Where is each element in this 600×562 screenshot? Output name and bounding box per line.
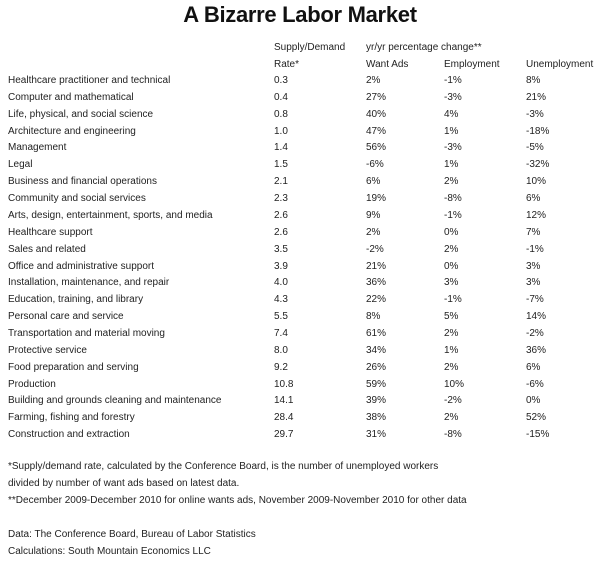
want-ads-cell: 56% xyxy=(366,142,387,154)
header-want-ads: Want Ads xyxy=(366,59,409,70)
footnote-1-line2: divided by number of want ads based on latest data. xyxy=(8,478,240,489)
employment-cell: 3% xyxy=(444,277,459,289)
rate-cell: 2.6 xyxy=(274,226,288,238)
table-row xyxy=(0,142,600,158)
want-ads-cell: 2% xyxy=(366,75,381,86)
employment-cell: 2% xyxy=(444,412,459,424)
employment-cell: -8% xyxy=(444,193,462,204)
employment-cell: 10% xyxy=(444,378,465,390)
table-row xyxy=(0,379,600,395)
employment-cell: -3% xyxy=(444,91,462,103)
unemployment-cell: -18% xyxy=(526,125,550,137)
unemployment-cell: 8% xyxy=(526,75,541,86)
want-ads-cell: 19% xyxy=(366,193,387,204)
header-change-group: yr/yr percentage change** xyxy=(366,42,482,53)
employment-cell: -2% xyxy=(444,395,462,407)
occupation-cell: Arts, design, entertainment, sports, and media xyxy=(8,209,213,221)
unemployment-cell: 0% xyxy=(526,395,541,407)
table-row xyxy=(0,126,600,142)
occupation-cell: Personal care and service xyxy=(8,311,124,322)
footnote-1-line1: *Supply/demand rate, calculated by the Conference Board, is the number of unemployed workers xyxy=(8,461,439,472)
occupation-cell: Sales and related xyxy=(8,243,86,255)
employment-cell: 5% xyxy=(444,311,459,322)
unemployment-cell: -5% xyxy=(526,142,544,154)
employment-cell: 0% xyxy=(444,226,459,238)
occupation-cell: Installation, maintenance, and repair xyxy=(8,277,170,289)
occupation-cell: Food preparation and serving xyxy=(8,361,139,373)
unemployment-cell: 7% xyxy=(526,226,541,238)
rate-cell: 1.0 xyxy=(274,125,288,137)
want-ads-cell: 22% xyxy=(366,294,387,306)
occupation-cell: Architecture and engineering xyxy=(8,125,136,137)
rate-cell: 2.1 xyxy=(274,176,288,188)
table-row xyxy=(0,345,600,361)
unemployment-cell: 6% xyxy=(526,193,541,204)
table-row xyxy=(0,277,600,293)
header-rate-line1: Supply/Demand xyxy=(274,42,346,53)
employment-cell: -1% xyxy=(444,209,462,221)
want-ads-cell: 61% xyxy=(366,327,387,339)
occupation-cell: Farming, fishing and forestry xyxy=(8,412,135,424)
unemployment-cell: -3% xyxy=(526,108,544,120)
unemployment-cell: -7% xyxy=(526,294,544,306)
table-row xyxy=(0,362,600,378)
want-ads-cell: 40% xyxy=(366,108,387,120)
occupation-cell: Community and social services xyxy=(8,193,146,204)
rate-cell: 8.0 xyxy=(274,344,288,356)
header-unemployment: Unemployment xyxy=(526,59,594,70)
header-rate-line2: Rate* xyxy=(274,59,300,70)
employment-cell: 2% xyxy=(444,243,459,255)
rate-cell: 1.4 xyxy=(274,142,288,154)
table-row xyxy=(0,395,600,411)
rate-cell: 3.5 xyxy=(274,243,288,255)
occupation-cell: Protective service xyxy=(8,344,87,356)
rate-cell: 29.7 xyxy=(274,429,294,441)
unemployment-cell: -2% xyxy=(526,327,544,339)
table-row xyxy=(0,412,600,428)
unemployment-cell: -15% xyxy=(526,429,550,441)
unemployment-cell: 14% xyxy=(526,311,547,322)
source-data: Data: The Conference Board, Bureau of Labor Statistics xyxy=(8,529,256,540)
employment-cell: -1% xyxy=(444,75,462,86)
employment-cell: 2% xyxy=(444,327,459,339)
rate-cell: 14.1 xyxy=(274,395,294,407)
table-row xyxy=(0,261,600,277)
table-row xyxy=(0,294,600,310)
unemployment-cell: -1% xyxy=(526,243,544,255)
employment-cell: 1% xyxy=(444,159,459,171)
want-ads-cell: 27% xyxy=(366,91,387,103)
want-ads-cell: 36% xyxy=(366,277,387,289)
rate-cell: 0.8 xyxy=(274,108,288,120)
want-ads-cell: 9% xyxy=(366,209,381,221)
table-row xyxy=(0,244,600,260)
rate-cell: 9.2 xyxy=(274,361,288,373)
employment-cell: 2% xyxy=(444,176,459,188)
want-ads-cell: 26% xyxy=(366,361,387,373)
unemployment-cell: 21% xyxy=(526,91,547,103)
occupation-cell: Construction and extraction xyxy=(8,429,130,441)
want-ads-cell: 2% xyxy=(366,226,381,238)
rate-cell: 3.9 xyxy=(274,260,288,272)
header-employment: Employment xyxy=(444,59,500,70)
page-title: A Bizarre Labor Market xyxy=(183,2,417,27)
source-calculations: Calculations: South Mountain Economics LLC xyxy=(8,546,211,557)
rate-cell: 2.6 xyxy=(274,209,288,221)
rate-cell: 10.8 xyxy=(274,378,294,390)
want-ads-cell: 38% xyxy=(366,412,387,424)
employment-cell: 1% xyxy=(444,125,459,137)
occupation-cell: Office and administrative support xyxy=(8,260,155,272)
employment-cell: -1% xyxy=(444,294,462,306)
want-ads-cell: 8% xyxy=(366,311,381,322)
want-ads-cell: 59% xyxy=(366,378,387,390)
unemployment-cell: 6% xyxy=(526,361,541,373)
occupation-cell: Legal xyxy=(8,159,33,171)
want-ads-cell: 34% xyxy=(366,344,387,356)
occupation-cell: Building and grounds cleaning and maintenance xyxy=(8,395,222,407)
want-ads-cell: 47% xyxy=(366,125,387,137)
occupation-cell: Life, physical, and social science xyxy=(8,108,154,120)
unemployment-cell: 3% xyxy=(526,260,541,272)
table-row xyxy=(0,311,600,327)
occupation-cell: Transportation and material moving xyxy=(8,327,165,339)
want-ads-cell: -2% xyxy=(366,243,384,255)
unemployment-cell: 10% xyxy=(526,176,547,188)
rate-cell: 1.5 xyxy=(274,159,288,171)
unemployment-cell: 52% xyxy=(526,412,547,424)
occupation-cell: Education, training, and library xyxy=(8,294,144,306)
rate-cell: 28.4 xyxy=(274,412,294,424)
rate-cell: 0.4 xyxy=(274,91,288,103)
occupation-cell: Healthcare practitioner and technical xyxy=(8,75,171,86)
unemployment-cell: -6% xyxy=(526,378,544,390)
rate-cell: 7.4 xyxy=(274,327,288,339)
occupation-cell: Business and financial operations xyxy=(8,176,157,188)
rate-cell: 5.5 xyxy=(274,311,288,322)
table-row xyxy=(0,92,600,108)
employment-cell: 4% xyxy=(444,108,459,120)
table-row xyxy=(0,75,600,91)
table-row xyxy=(0,193,600,209)
rate-cell: 4.0 xyxy=(274,277,288,289)
table-row xyxy=(0,429,600,445)
unemployment-cell: 12% xyxy=(526,209,547,221)
rate-cell: 2.3 xyxy=(274,193,288,204)
employment-cell: -8% xyxy=(444,429,462,441)
table-row xyxy=(0,159,600,175)
occupation-cell: Healthcare support xyxy=(8,226,93,238)
occupation-cell: Computer and mathematical xyxy=(8,91,134,103)
table-row xyxy=(0,227,600,243)
want-ads-cell: 21% xyxy=(366,260,387,272)
table-row xyxy=(0,210,600,226)
table-row xyxy=(0,109,600,125)
table-row xyxy=(0,176,600,192)
occupation-cell: Production xyxy=(8,378,56,390)
unemployment-cell: 3% xyxy=(526,277,541,289)
employment-cell: 0% xyxy=(444,260,459,272)
want-ads-cell: 6% xyxy=(366,176,381,188)
employment-cell: 2% xyxy=(444,361,459,373)
employment-cell: -3% xyxy=(444,142,462,154)
employment-cell: 1% xyxy=(444,344,459,356)
rate-cell: 0.3 xyxy=(274,75,288,86)
unemployment-cell: -32% xyxy=(526,159,550,171)
table-row xyxy=(0,328,600,344)
want-ads-cell: -6% xyxy=(366,159,384,171)
want-ads-cell: 39% xyxy=(366,395,387,407)
want-ads-cell: 31% xyxy=(366,429,387,441)
footnote-2: **December 2009-December 2010 for online wants ads, November 2009-November 2010 for other data xyxy=(8,495,467,506)
occupation-cell: Management xyxy=(8,142,67,154)
rate-cell: 4.3 xyxy=(274,294,288,306)
unemployment-cell: 36% xyxy=(526,344,547,356)
